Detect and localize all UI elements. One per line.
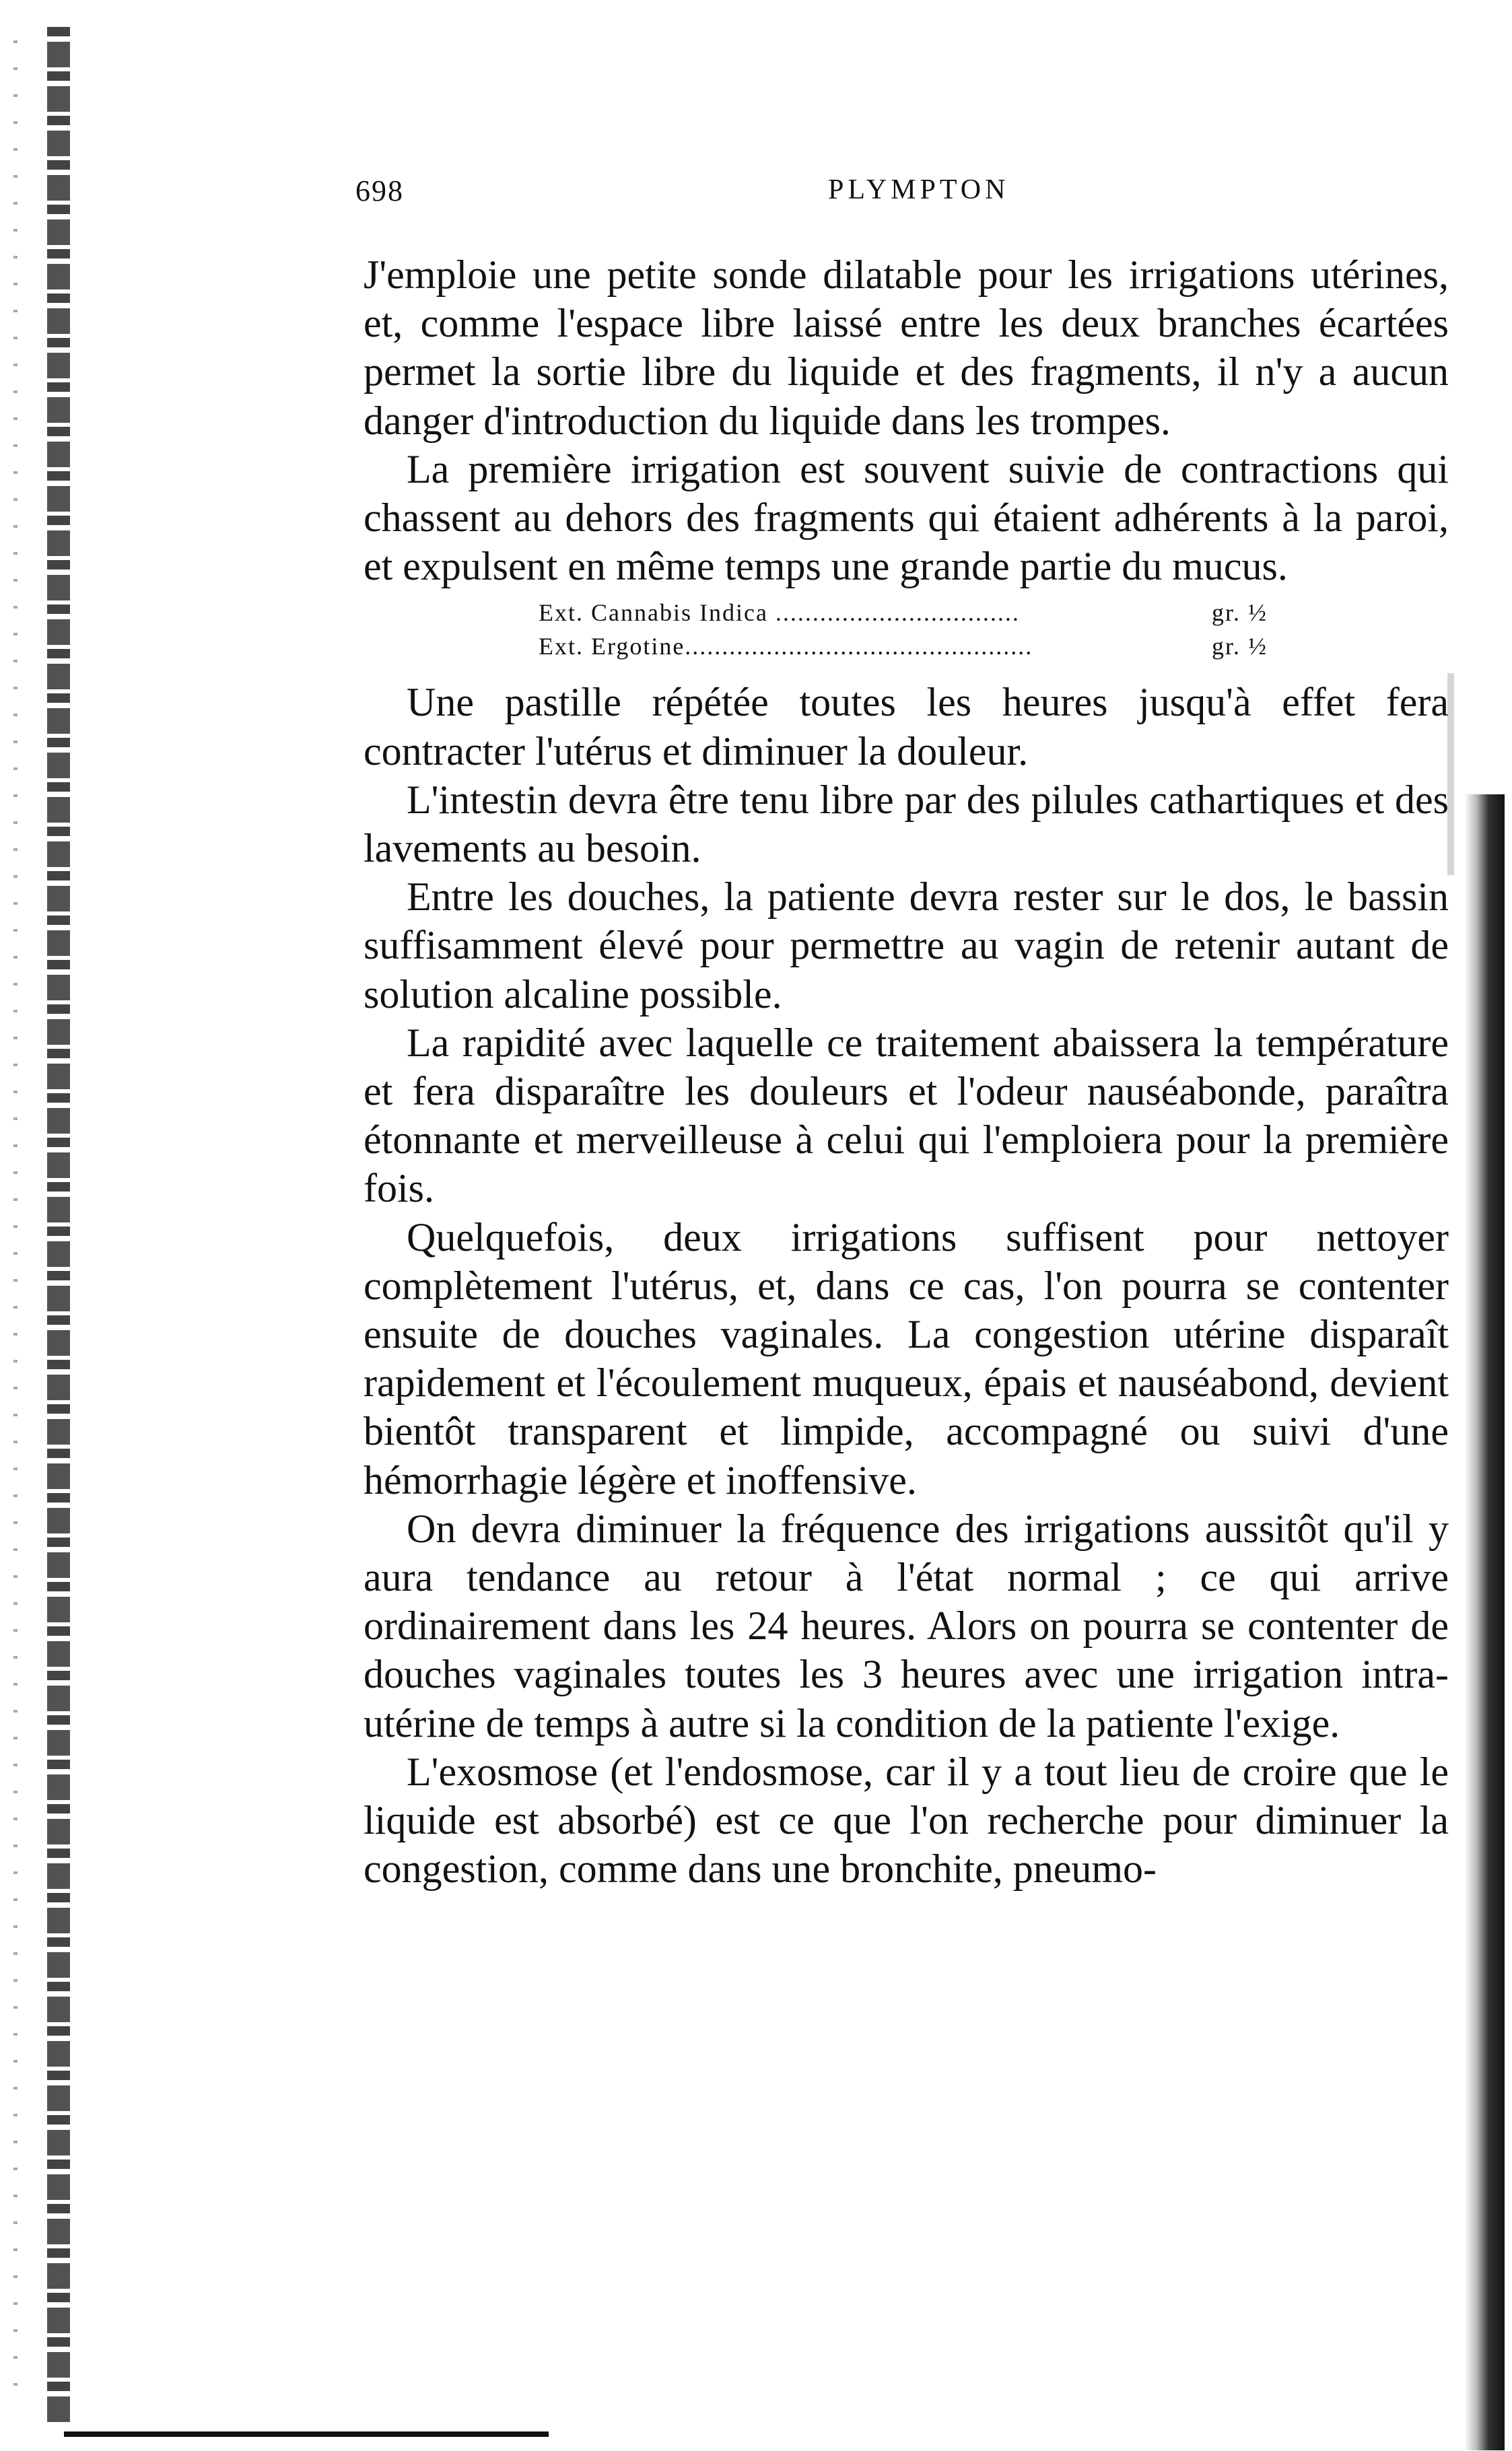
paragraph: Une pastille répétée toutes les heures jusqu'à effet fera contracter l'utérus et diminuer la douleur.	[364, 680, 1449, 773]
formula-row	[539, 596, 1449, 629]
formula-ingredient: Ext. Ergotine...............................................	[539, 633, 1033, 660]
paragraph: La rapidité avec laquelle ce traitement abaissera la température et fera disparaître les douleurs et l'odeur nauséabonde, paraîtra étonnante et merveilleuse à celui qui l'emploiera pour la première fois.	[364, 1020, 1449, 1211]
body-text	[364, 250, 1449, 1894]
paragraph: L'exosmose (et l'endosmose, car il y a tout lieu de croire que le liquide est absorbé) est ce que l'on recherche pour diminuer la congestion, comme dans une bronchite, pneumo-	[364, 1749, 1449, 1892]
scan-binding-edge	[47, 27, 70, 2423]
paragraph: J'emploie une petite sonde dilatable pour les irrigations utérines, et, comme l'espace libre laissé entre les deux branches écartées permet la sortie libre du liquide et des fragments, il n'y a aucun danger d'introduction du liquide dans les trompes.	[364, 252, 1449, 443]
formula-dose: gr. ½	[1212, 633, 1268, 660]
paragraph: On devra diminuer la fréquence des irrigations aussitôt qu'il y aura tendance au retour à l'état normal ; ce qui arrive ordinairement dans les 24 heures. Alors on pourra se contenter de douches vaginales toutes les 3 heures avec une irrigation intra-utérine de temps à autre si la condition de la patiente l'exige.	[364, 1506, 1449, 1746]
formula-row	[539, 629, 1449, 663]
page-number: 698	[355, 174, 404, 207]
formula-dose: gr. ½	[1212, 599, 1268, 627]
running-title: PLYMPTON	[828, 174, 1010, 205]
paragraph: Entre les douches, la patiente devra rester sur le dos, le bassin suffisamment élevé pour permettre au vagin de retenir autant de solution alcaline possible.	[364, 874, 1449, 1016]
formula-ingredient: Ext. Cannabis Indica .................................	[539, 599, 1020, 627]
prescription-formula	[539, 596, 1449, 663]
paragraph: La première irrigation est souvent suivie de contractions qui chassent au dehors des fragments qui étaient adhérents à la paroi, et expulsent en même temps une grande partie du mucus.	[364, 446, 1449, 589]
paragraph: Quelquefois, deux irrigations suffisent pour nettoyer complètement l'utérus, et, dans ce cas, l'on pourra se contenter ensuite de douches vaginales. La congestion utérine disparaît rapidement et l'écoulement muqueux, épais et nauséabond, devient bientôt transparent et limpide, accompagné ou suivi d'une hémorrhagie légère et inoffensive.	[364, 1214, 1449, 1503]
scan-page-edge-right	[1464, 794, 1505, 2450]
scan-shadow-left-thin	[13, 40, 18, 2396]
scan-bottom-edge	[64, 2431, 549, 2437]
running-head	[0, 174, 1512, 214]
paragraph: L'intestin devra être tenu libre par des pilules cathartiques et des lavements au besoin.	[364, 777, 1449, 871]
